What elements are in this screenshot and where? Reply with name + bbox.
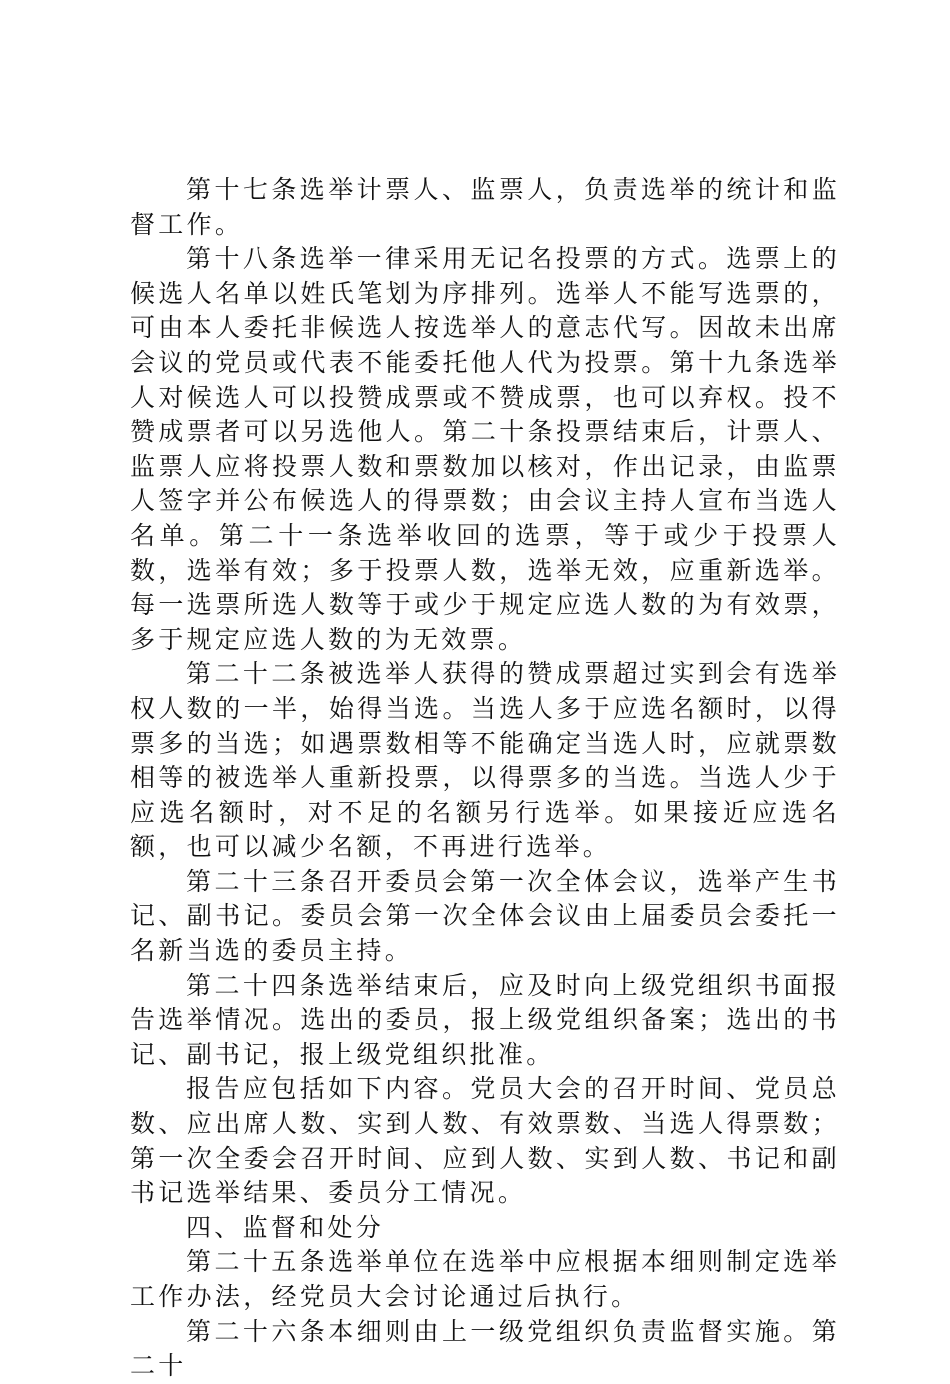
paragraph-article-22: 第二十二条被选举人获得的赞成票超过实到会有选举权人数的一半，始得当选。当选人多于应选名额时，以得票多的当选；如遇票数相等不能确定当选人时，应就票数相等的被选举人重新投票，以得票多的当选。当选人少于应选名额时，对不足的名额另行选举。如果接近应选名额，也可以减少名额，不再进行选举。 [130, 659, 840, 862]
paragraph-report-contents: 报告应包括如下内容。党员大会的召开时间、党员总数、应出席人数、实到人数、有效票数、当选人得票数；第一次全委会召开时间、应到人数、实到人数、书记和副书记选举结果、委员分工情况。 [130, 1074, 840, 1208]
paragraph-article-24: 第二十四条选举结束后，应及时向上级党组织书面报告选举情况。选出的委员，报上级党组织备案；选出的书记、副书记，报上级党组织批准。 [130, 970, 840, 1069]
paragraph-article-25: 第二十五条选举单位在选举中应根据本细则制定选举工作办法，经党员大会讨论通过后执行。 [130, 1247, 840, 1311]
paragraph-article-17: 第十七条选举计票人、监票人，负责选举的统计和监督工作。 [130, 175, 840, 239]
paragraph-article-18-21: 第十八条选举一律采用无记名投票的方式。选票上的候选人名单以姓氏笔划为序排列。选举人不能写选票的，可由本人委托非候选人按选举人的意志代写。因故未出席会议的党员或代表不能委托他人代为投票。第十九条选举人对候选人可以投赞成票或不赞成票，也可以弃权。投不赞成票者可以另选他人。第二十条投票结束后，计票人、监票人应将投票人数和票数加以核对，作出记录，由监票人签字并公布候选人的得票数；由会议主持人宣布当选人名单。第二十一条选举收回的选票，等于或少于投票人数，选举有效；多于投票人数，选举无效，应重新选举。每一选票所选人数等于或少于规定应选人数的为有效票，多于规定应选人数的为无效票。 [130, 244, 840, 654]
document-body [130, 173, 840, 1384]
paragraph-article-23: 第二十三条召开委员会第一次全体会议，选举产生书记、副书记。委员会第一次全体会议由上届委员会委托一名新当选的委员主持。 [130, 866, 840, 966]
section-heading-supervision: 四、监督和处分 [186, 1212, 385, 1242]
paragraph-article-26: 第二十六条本细则由上一级党组织负责监督实施。第二十 [130, 1316, 840, 1381]
